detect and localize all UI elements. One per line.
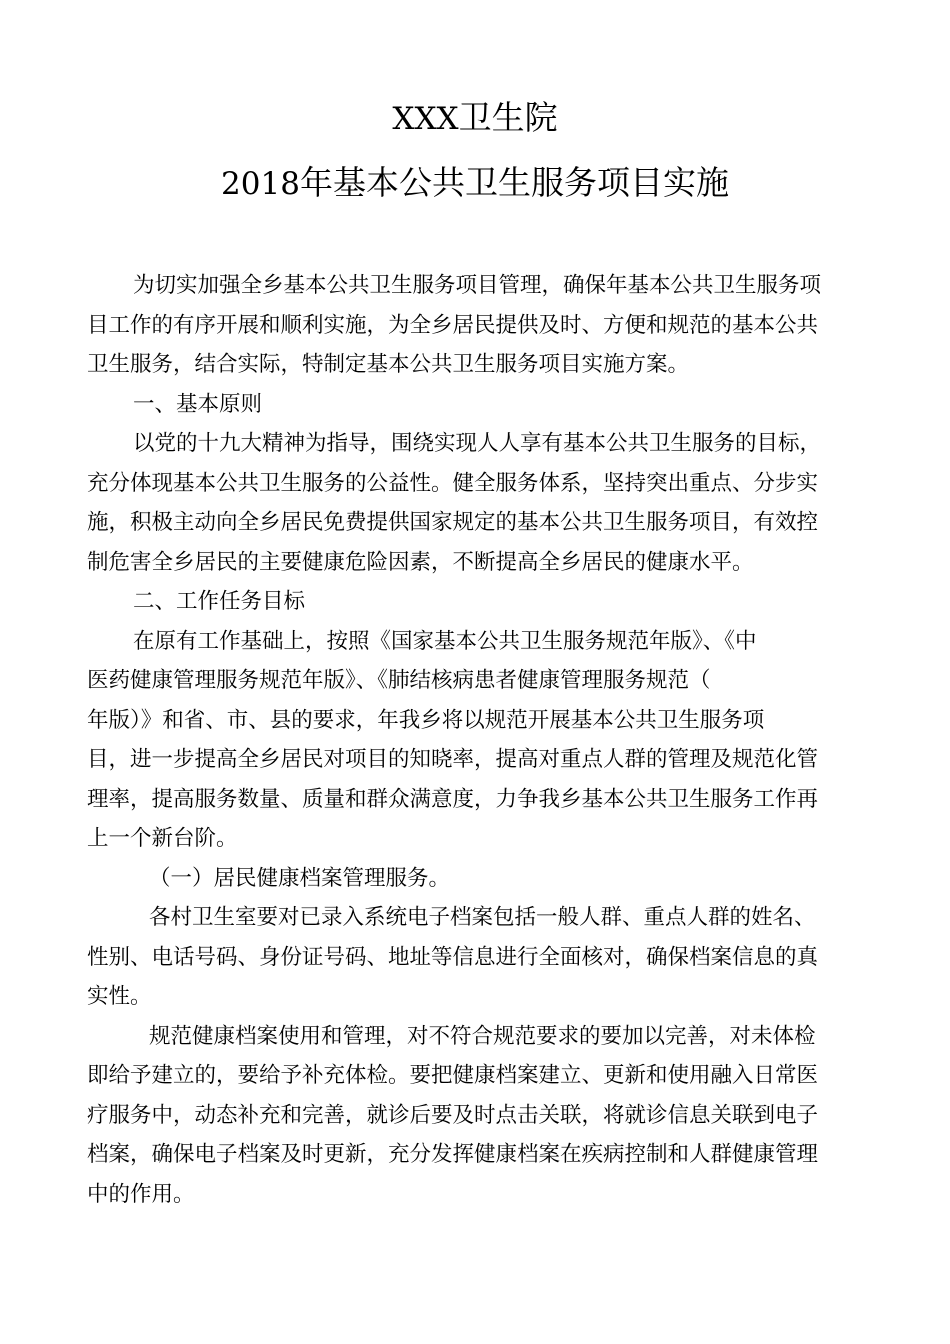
body-line: 各村卫生室要对已录入系统电子档案包括一般人群、重点人群的姓名、	[149, 905, 816, 930]
body-line: 目工作的有序开展和顺利实施，为全乡居民提供及时、方便和规范的基本公共	[87, 312, 819, 338]
title-main: 卫生院	[458, 98, 558, 137]
body-line: 卫生服务，结合实际，特制定基本公共卫生服务项目实施方案。	[87, 352, 690, 377]
body-line: 档案，确保电子档案及时更新，充分发挥健康档案在疾病控制和人群健康管理	[87, 1142, 819, 1167]
section-heading: 二、工作任务目标	[133, 589, 306, 614]
body-line: 中的作用。	[87, 1181, 195, 1207]
body-line: 目，进一步提高全乡居民对项目的知晓率，提高对重点人群的管理及规范化管	[87, 747, 819, 772]
body-line: 规范健康档案使用和管理，对不符合规范要求的要加以完善，对未体检	[149, 1023, 816, 1049]
body-line: 年版）》和省、市、县的要求，年我乡将以规范开展基本公共卫生服务项	[87, 707, 765, 733]
document-title-line-1	[0, 98, 950, 139]
title-year: 2018	[221, 166, 300, 202]
section-heading: 一、基本原则	[133, 391, 263, 417]
body-line: 上一个新台阶。	[87, 826, 238, 851]
body-line: 充分体现基本公共卫生服务的公益性。健全服务体系，坚持突出重点、分步实	[87, 470, 819, 496]
subsection-heading: （一）居民健康档案管理服务。	[149, 865, 451, 891]
body-line: 施，积极主动向全乡居民免费提供国家规定的基本公共卫生服务项目，有效控	[87, 510, 819, 535]
body-line: 在原有工作基础上，按照《国家基本公共卫生服务规范年版》、《中	[133, 628, 757, 654]
document-body	[87, 266, 867, 1214]
body-line: 以党的十九大精神为指导，围绕实现人人享有基本公共卫生服务的目标，	[133, 431, 822, 456]
body-line: 性别、电话号码、身份证号码、地址等信息进行全面核对，确保档案信息的真	[87, 944, 819, 970]
document-title-line-2	[0, 163, 950, 204]
body-line: 医药健康管理服务规范年版》、《肺结核病患者健康管理服务规范（	[87, 668, 711, 693]
body-line: 制危害全乡居民的主要健康危险因素，不断提高全乡居民的健康水平。	[87, 549, 754, 575]
body-line: 实性。	[87, 984, 152, 1009]
body-line: 疗服务中，动态补充和完善，就诊后要及时点击关联，将就诊信息关联到电子	[87, 1102, 819, 1128]
title-prefix: XXX	[392, 101, 459, 137]
title-subject: 年基本公共卫生服务项目实施	[299, 163, 729, 202]
body-line: 为切实加强全乡基本公共卫生服务项目管理，确保年基本公共卫生服务项	[133, 273, 822, 298]
body-line: 理率，提高服务数量、质量和群众满意度，力争我乡基本公共卫生服务工作再	[87, 786, 819, 812]
body-line: 即给予建立的，要给予补充体检。要把健康档案建立、更新和使用融入日常医	[87, 1063, 819, 1088]
